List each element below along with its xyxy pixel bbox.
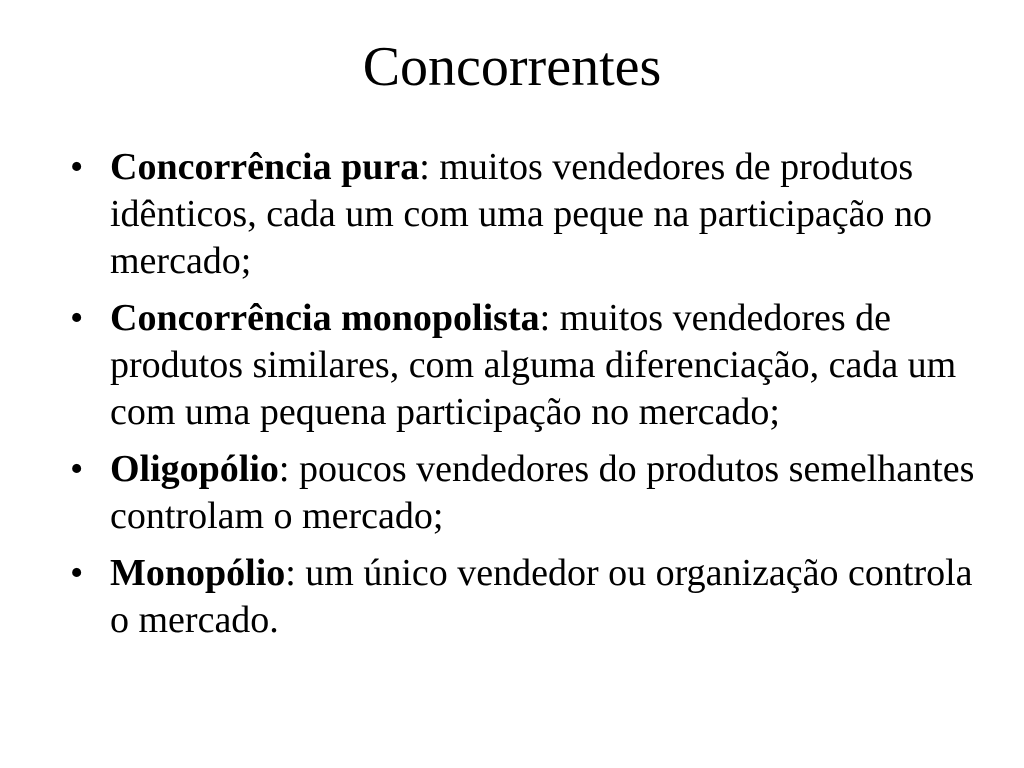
item-term: Oligopólio bbox=[110, 448, 279, 490]
bullet-list bbox=[0, 144, 1024, 654]
bullet-icon: • bbox=[70, 448, 84, 490]
bullet-icon: • bbox=[70, 146, 84, 188]
item-term: Monopólio bbox=[110, 552, 286, 594]
item-description: : muitos vendedores de produtos idênticos, cada um com uma peque na participação no mercado; bbox=[110, 146, 932, 282]
item-description: : muitos vendedores de produtos similares, com alguma diferenciação, cada um com uma pequena participação no mercado; bbox=[110, 297, 957, 433]
slide-title: Concorrentes bbox=[362, 36, 662, 98]
item-term: Concorrência monopolista bbox=[110, 297, 540, 339]
bullet-icon: • bbox=[70, 297, 84, 339]
item-description: : um único vendedor ou organização controla o mercado. bbox=[110, 552, 973, 641]
list-item-oligopolio bbox=[0, 446, 1024, 540]
bullet-icon: • bbox=[70, 552, 84, 594]
item-term: Concorrência pura bbox=[110, 146, 420, 188]
list-item-concorrencia-pura bbox=[0, 144, 1024, 285]
item-description: : poucos vendedores do produtos semelhantes controlam o mercado; bbox=[110, 448, 975, 537]
list-item-concorrencia-monopolista bbox=[0, 295, 1024, 436]
list-item-monopolio bbox=[0, 550, 1024, 644]
